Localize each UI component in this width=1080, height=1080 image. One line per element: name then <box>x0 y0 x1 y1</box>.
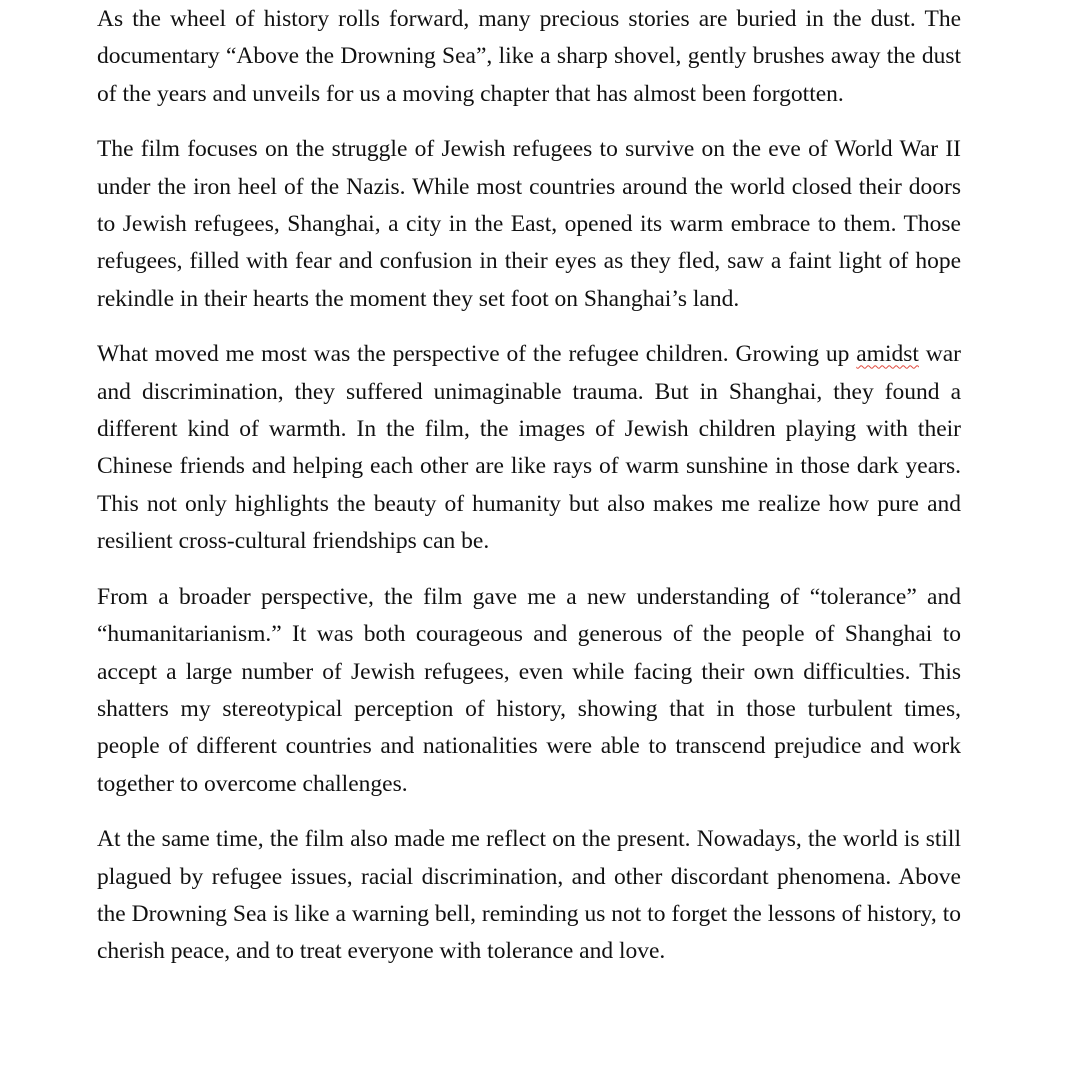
paragraph-film-focus[interactable]: The film focuses on the struggle of Jewish refugees to survive on the eve of World War II under the iron heel of the Nazis. While most countries around the world closed their doors to Jewish refugees, Shanghai, a city in the East, opened its warm embrace to them. Those refugees, filled with fear and confusion in their eyes as they fled, saw a faint light of hope rekindle in their hearts the moment they set foot on Shanghai’s land. <box>97 136 961 312</box>
paragraph-text-after: war and discrimination, they suffered unimaginable trauma. But in Shanghai, they found a different kind of warmth. In the film, the images of Jewish children playing with their Chinese friends and helping each other are like rays of warm sunshine in those dark years. This not only highlights the beauty of humanity but also makes me realize how pure and resilient cross-cultural friendships can be. <box>97 341 961 555</box>
paragraph-refugee-children[interactable] <box>97 336 961 560</box>
paragraph-present-reflection[interactable]: At the same time, the film also made me reflect on the present. Nowadays, the world is still plagued by refugee issues, racial discrimination, and other discordant phenomena. Above the Drowning Sea is like a warning bell, reminding us not to forget the lessons of history, to cherish peace, and to treat everyone with tolerance and love. <box>97 826 961 965</box>
paragraph-intro[interactable]: As the wheel of history rolls forward, many precious stories are buried in the dust. The documentary “Above the Drowning Sea”, like a sharp shovel, gently brushes away the dust of the years and unveils for us a moving chapter that has almost been forgotten. <box>97 6 961 107</box>
document-page[interactable] <box>97 0 961 989</box>
paragraph-text-before: What moved me most was the perspective of the refugee children. Growing up <box>97 341 857 368</box>
paragraph-broader-perspective[interactable]: From a broader perspective, the film gave me a new understanding of “tolerance” and “humanitarianism.” It was both courageous and generous of the people of Shanghai to accept a large number of Jewish refugees, even while facing their own difficulties. This shatters my stereotypical perception of history, showing that in those turbulent times, people of different countries and nationalities were able to transcend prejudice and work together to overcome challenges. <box>97 583 961 797</box>
spellcheck-flagged-word[interactable]: amidst <box>856 341 919 368</box>
